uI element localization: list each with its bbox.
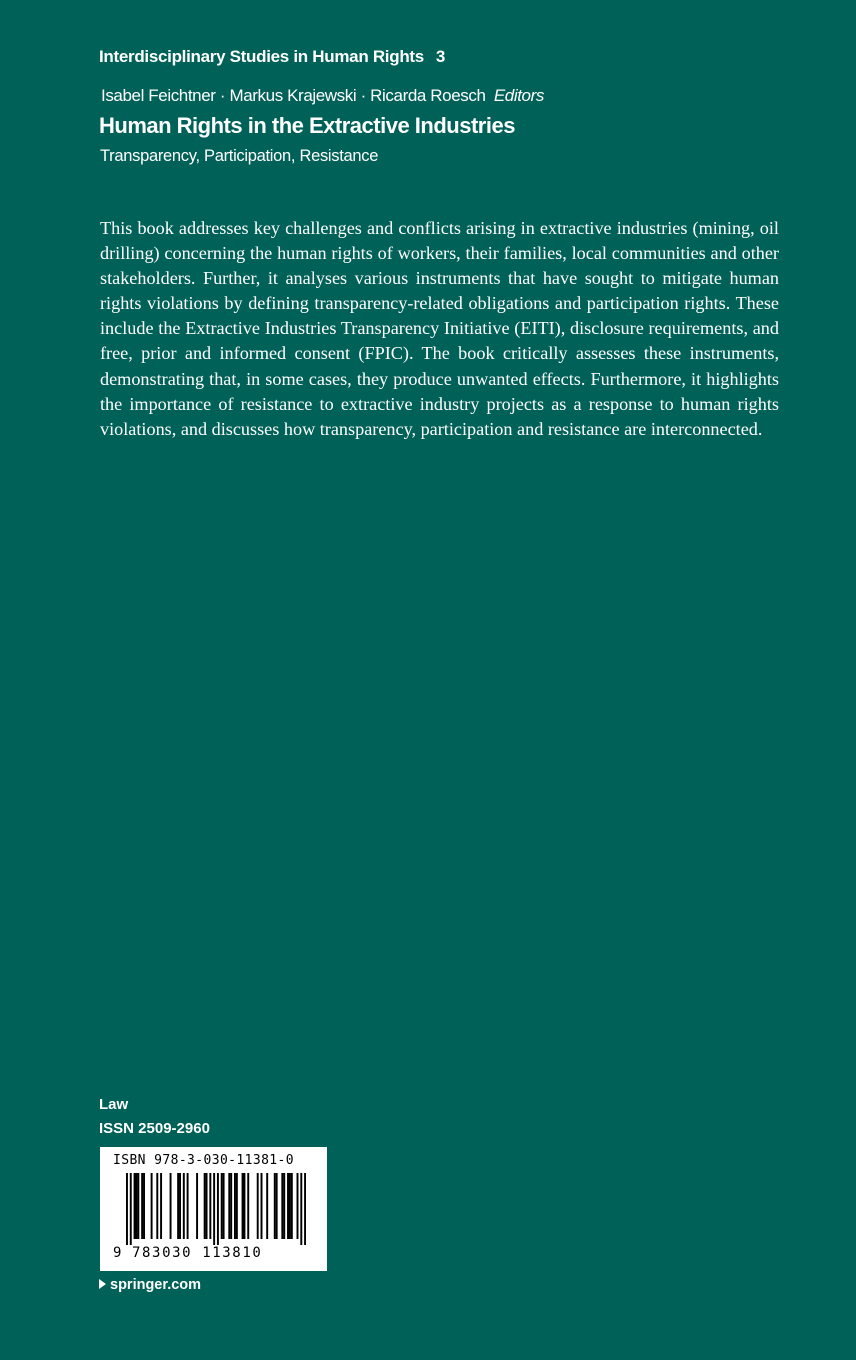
barcode-bar <box>266 1173 268 1239</box>
barcode-bar <box>134 1173 136 1239</box>
barcode-bar <box>230 1173 232 1239</box>
barcode-bar <box>183 1173 185 1239</box>
barcode-bar <box>274 1173 276 1239</box>
barcode-bar <box>151 1173 153 1239</box>
subject-category: Law <box>99 1096 129 1113</box>
barcode-bar <box>187 1173 189 1239</box>
series-line <box>99 47 445 67</box>
barcode-bar <box>221 1173 223 1239</box>
ean-digits: 783030 113810 <box>132 1245 263 1261</box>
barcode-bar <box>137 1173 139 1239</box>
series-volume: 3 <box>435 47 446 66</box>
barcode-bar <box>247 1173 249 1239</box>
barcode-bar <box>228 1173 230 1239</box>
editors-line <box>101 86 544 106</box>
barcode-guard-bar <box>300 1173 302 1245</box>
book-subtitle: Transparency, Participation, Resistance <box>100 147 379 165</box>
barcode-bar <box>261 1173 263 1239</box>
barcode-guard-bar <box>126 1173 128 1245</box>
editors-role: Editors <box>493 86 544 105</box>
barcode-bar <box>257 1173 259 1239</box>
barcode-bar <box>287 1173 289 1239</box>
isbn-barcode <box>100 1147 327 1271</box>
issn-number: ISSN 2509-2960 <box>99 1120 210 1137</box>
barcode-bar <box>209 1173 211 1239</box>
barcode-bar <box>242 1173 244 1239</box>
barcode-bar <box>160 1173 162 1239</box>
barcode-bar <box>281 1173 283 1239</box>
triangle-arrow-icon <box>99 1279 106 1289</box>
barcode-bar <box>170 1173 172 1239</box>
barcode-guard-bar <box>304 1173 306 1245</box>
barcode-bar <box>177 1173 179 1239</box>
barcode-bar <box>206 1173 208 1239</box>
barcode-bar <box>156 1173 158 1239</box>
barcode-bar <box>243 1173 245 1239</box>
website-label: springer.com <box>110 1277 202 1293</box>
barcode-bar <box>283 1173 285 1239</box>
barcode-bar <box>291 1173 293 1239</box>
barcode-bar <box>289 1173 291 1239</box>
isbn-label: ISBN 978-3-030-11381-0 <box>113 1153 294 1168</box>
book-title: Human Rights in the Extractive Industries <box>99 113 515 138</box>
barcode-bar <box>297 1173 299 1239</box>
series-name: Interdisciplinary Studies in Human Rights <box>99 47 424 66</box>
ean-first-digit: 9 <box>113 1245 122 1261</box>
barcode-bar <box>141 1173 143 1239</box>
barcode-guard-bar <box>217 1173 219 1245</box>
barcode-guard-bar <box>130 1173 132 1245</box>
barcode-guard-bar <box>213 1173 215 1245</box>
barcode-bar <box>179 1173 181 1239</box>
editor-names: Isabel Feichtner · Markus Krajewski · Ricarda Roesch <box>101 86 486 105</box>
barcode-bar <box>135 1173 137 1239</box>
barcode-bar <box>276 1173 278 1239</box>
book-description: This book addresses key challenges and conflicts arising in extractive industries (mining, oil drilling) concerning the human rights of workers, their families, local communities and other stakeholders. Further, it analyses various instruments that have sought to mitigate human rights violations by defining transparency-related obligations and participation rights. These include the Extractive Industries Transparency Initiative (EITI), disclosure requirements, and free, prior and informed consent (FPIC). The book critically assesses these instruments, demonstrating that, in some cases, they produce unwanted effects. Furthermore, it highlights the importance of resistance to extractive industry projects as a response to human rights violations, and discusses how transparency, participation and resistance are interconnected. <box>100 218 779 439</box>
publisher-website[interactable] <box>99 1277 201 1293</box>
barcode-bars <box>126 1173 306 1245</box>
barcode-bar <box>196 1173 198 1239</box>
barcode-bar <box>223 1173 225 1239</box>
barcode-bar <box>234 1173 236 1239</box>
barcode-bar <box>143 1173 145 1239</box>
barcode-bar <box>204 1173 206 1239</box>
barcode-bar <box>236 1173 238 1239</box>
